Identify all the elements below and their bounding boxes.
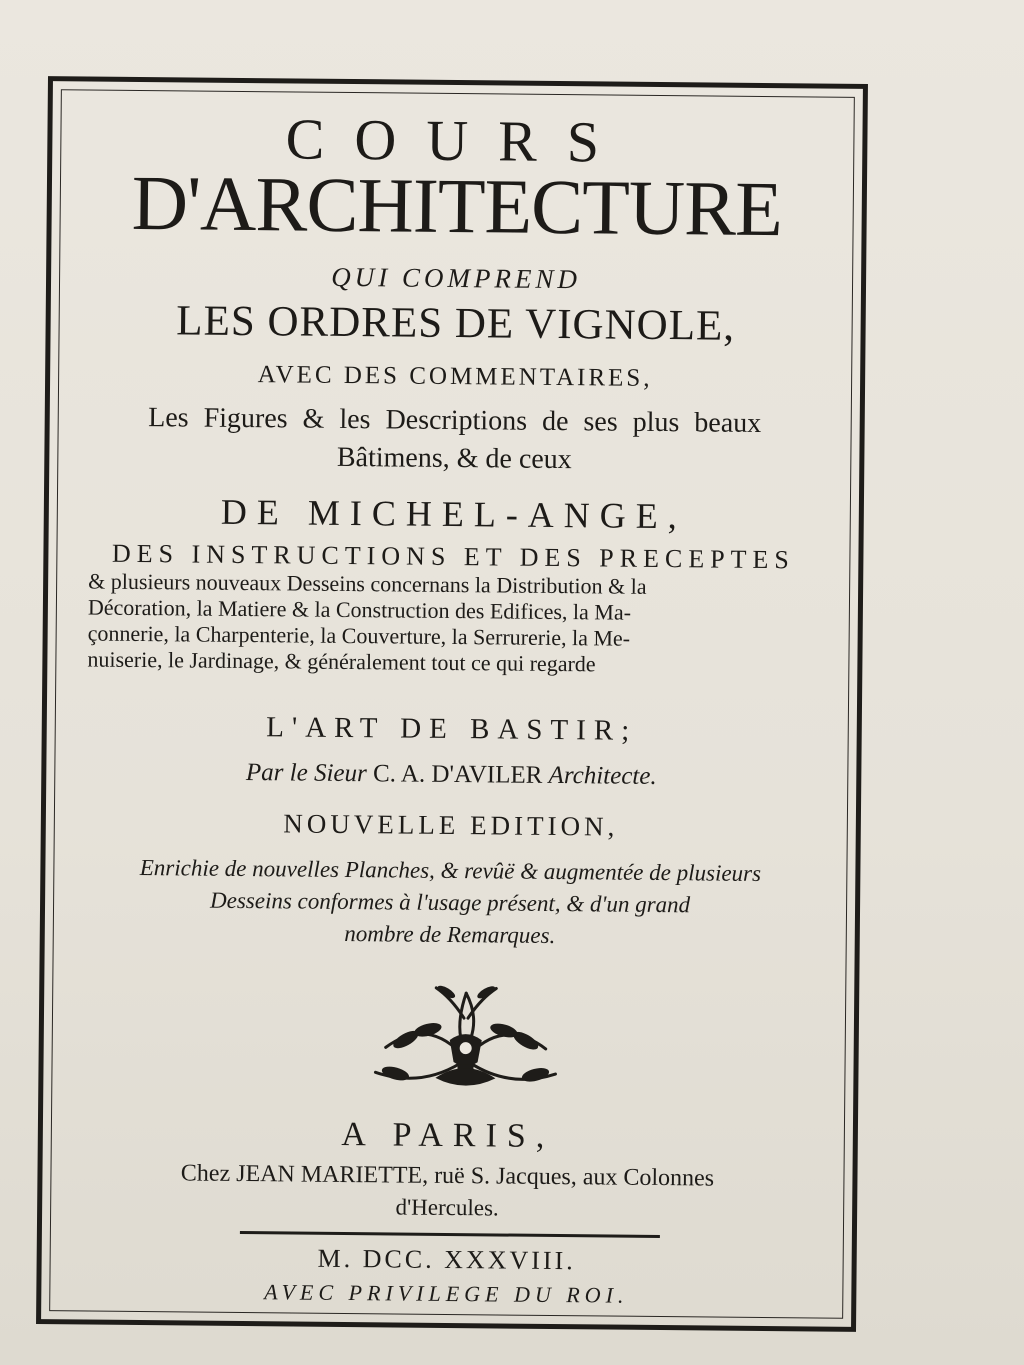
edition-note-1: Enrichie de nouvelles Planches, & revûë & augmentée de plusieurs [139, 855, 762, 886]
edition-label: NOUVELLE EDITION, [283, 808, 619, 842]
subtitle-qui-comprend: QUI COMPREND [331, 261, 582, 295]
title-content [41, 81, 863, 1327]
edition-note-3: nombre de Remarques. [344, 920, 556, 949]
ornament-icon [365, 977, 566, 1099]
description-line-1: & plusieurs nouveaux Desseins concernans la Distribution & la [88, 568, 647, 599]
description-line-3: çonnerie, la Charpenterie, la Couverture, la Serrurerie, la Me- [87, 620, 631, 651]
author-name: C. A. D'AVILER [372, 760, 543, 789]
subtitle-instructions: DES INSTRUCTIONS ET DES PRECEPTES [111, 538, 795, 575]
imprint-address-end: d'Hercules. [395, 1194, 499, 1221]
imprint-city: A PARIS, [341, 1115, 555, 1156]
imprint-privilege: AVEC PRIVILEGE DU ROI. [264, 1279, 629, 1308]
title-cours: COURS [285, 106, 630, 175]
subtitle-batimens: Bâtimens, & de ceux [336, 441, 572, 476]
description-line-2: Décoration, la Matiere & la Construction des Edifices, la Ma- [87, 594, 632, 625]
imprint-rule [240, 1231, 660, 1238]
author-suffix: Architecte. [548, 761, 657, 790]
title-frame [36, 76, 868, 1332]
author-line [66, 757, 836, 792]
subtitle-michel-ange: DE MICHEL-ANGE, [220, 491, 687, 537]
description-line-4: nuiserie, le Jardinage, & généralement tout ce qui regarde [87, 646, 596, 677]
imprint-year: M. DCC. XXXVIII. [317, 1243, 576, 1276]
author-prefix: Par le Sieur [245, 759, 367, 788]
imprint-publisher: Chez JEAN MARIETTE, ruë S. Jacques, aux Colonnes [180, 1160, 715, 1192]
title-architecture: D'ARCHITECTURE [131, 158, 783, 253]
subtitle-ordres: LES ORDRES DE VIGNOLE, [176, 297, 736, 350]
edition-note-2: Desseins conformes à l'usage présent, & d'un grand [209, 887, 691, 918]
subtitle-commentaires: AVEC DES COMMENTAIRES, [257, 361, 653, 392]
subtitle-art-de-bastir: L'ART DE BASTIR; [266, 711, 638, 747]
subtitle-figures: Les Figures & les Descriptions de ses plus beaux [148, 402, 762, 439]
